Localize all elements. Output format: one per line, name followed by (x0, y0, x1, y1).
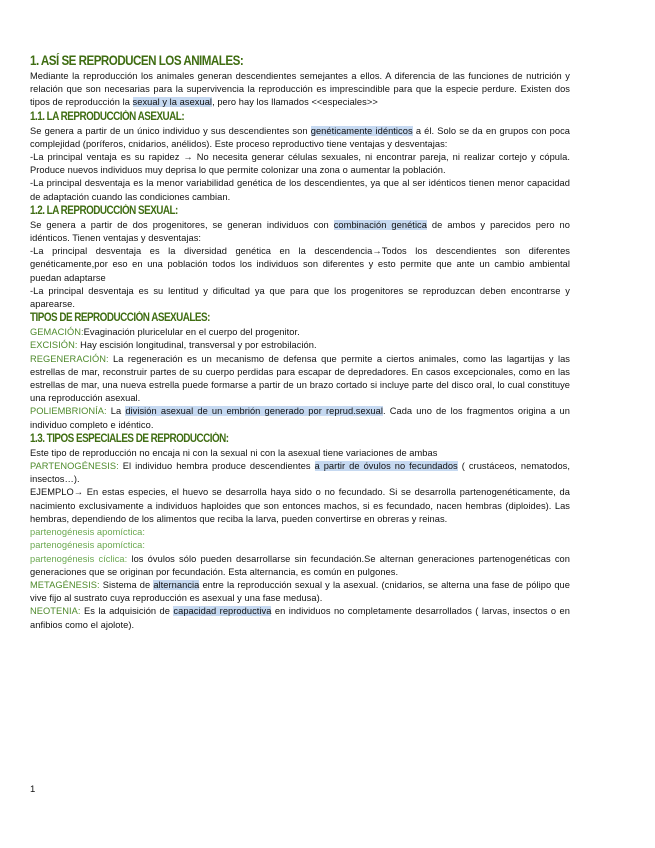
special-intro: Este tipo de reproducción no encaja ni con la sexual ni con la asexual tiene variaciones de ambas (30, 447, 438, 458)
page-number: 1 (30, 784, 36, 795)
heading-asexual: 1.1. LA REPRODUCCIÓN ASEXUAL: (30, 110, 185, 123)
term: NEOTENIA: (30, 606, 81, 617)
term: REGENERACIÓN: (30, 353, 109, 364)
sexual-paragraph: Se genera a partir de dos progenitores, se generan individuos con combinación genética de ambos y parecidos pero no idénticos. Tienen ventajas y desventajas: (30, 219, 570, 244)
ciclica-item: partenogénesis cíclica: los óvulos sólo pueden desarrollarse sin fecundación.Se alternan generaciones partenogenéticas con generaciones que se originan por fecundación. Esta alternancia, es común en pulgones. (30, 553, 570, 577)
heading-asexual-types: TIPOS DE REPRODUCCIÓN ASEXUALES: (30, 312, 210, 325)
highlight: división asexual de un embrión generado por reprud.sexual (125, 406, 383, 417)
partenogenesis-item: PARTENOGÉNESIS: El individuo hembra produce descendientes a partir de óvulos no fecundados ( crustáceos, nematodos, insectos…). (30, 461, 570, 485)
term: PARTENOGÉNESIS: (30, 461, 119, 472)
apomictica-heading-1: partenogénesis apomíctica: (30, 527, 145, 538)
highlight: capacidad reproductiva (173, 606, 272, 617)
sexual-disadvantage: -La principal desventaja es su lentitud y dificultad ya que para que los progenitores se reproduzcan deben encontrarse y aparearse. (30, 285, 570, 310)
section-title: 1. ASÍ SE REPRODUCEN LOS ANIMALES: (30, 53, 244, 68)
sexual-advantage: -La principal desventaja es la diversidad genética en la descendencia→Todos los descendientes son diferentes genéticamente,por eso en una población todos los individuos son diferentes y esto permite que ante un cambio ambiental puedan adaptarse (30, 246, 570, 283)
highlight: alternancia (153, 579, 200, 590)
highlight: a partir de óvulos no fecundados (314, 461, 458, 472)
intro-paragraph: Mediante la reproducción los animales generan descendientes semejantes a ellos. A diferencia de las funciones de nutrición y relación que son necesarias para la supervivencia la reproducción es imprescindible para que la especie perdure. Existen dos tipos de reproducción la sexual y la asexual, pero hay los llamados <<especiales>> (30, 71, 570, 108)
term: METAGÉNESIS: (30, 579, 100, 590)
neotenia-item: NEOTENIA: Es la adquisición de capacidad reproductiva en individuos no completamente desarrollados ( larvas, insectos o en anfibios como el ajolote). (30, 606, 570, 630)
term: GEMACIÓN: (30, 327, 84, 338)
gemacion-item: GEMACIÓN:Evaginación pluricelular en el cuerpo del progenitor. (30, 327, 300, 338)
regeneracion-item: REGENERACIÓN: La regeneración es un mecanismo de defensa que permite a ciertos animales, como las lagartijas y las estrellas de mar, reconstruir partes de su cuerpo perdidas para escapar de depredadores. En casos excepcionales, como en las estrellas de mar, una nueva estrella puede formarse a partir de un brazo cortado si incluye parte del disco oral, lo cual constituye una reproducción asexual. (30, 353, 570, 404)
asexual-paragraph: Se genera a partir de un único individuo y sus descendientes son genéticamente idénticos a él. Solo se da en grupos con poca complejidad (poríferos, cnidarios, anélidos). Este proceso reproductivo tiene ventajas y desventajas: (30, 125, 570, 149)
highlight: combinación genética (333, 219, 427, 230)
example-paragraph: EJEMPLO→ En estas especies, el huevo se desarrolla haya sido o no fecundado. Si se desarrolla partenogenéticamente, da nacimiento exclusivamente a individuos haploides que son entonces machos, si es fecundado, nacen hembras (diploides). Las hembras, dependiendo de los alimentos que reciba la larva, pueden convertirse en obreras y reinas. (30, 487, 570, 524)
asexual-disadvantage: -La principal desventaja es la menor variabilidad genética de los descendientes, ya que al ser idénticos tienen menor capacidad de adaptación cuando las condiciones cambian. (30, 178, 570, 202)
apomictica-heading-2: partenogénesis apomíctica: (30, 540, 145, 551)
term: partenogénesis cíclica: (30, 553, 128, 564)
highlight: genéticamente idénticos (310, 125, 413, 136)
metagenesis-item: METAGÉNESIS: Sistema de alternancia entre la reproducción sexual y la asexual. (cnidarios, se alterna una fase de pólipo que vive fijo al sustrato cuya reproducción es asexual y una fase medusa). (30, 579, 570, 604)
highlight: sexual y la asexual (132, 97, 213, 108)
poliembrionia-item: POLIEMBRIONÍA: La división asexual de un embrión generado por reprud.sexual. Cada uno de los fragmentos origina a un individuo completo e idéntico. (30, 406, 570, 430)
asexual-advantage: -La principal ventaja es su rapidez → No necesita generar células sexuales, ni encontrar pareja, ni realizar cortejo y cópula. Produce nuevos individuos muy deprisa lo que permite colonizar una zona o aumentar la población. (30, 152, 570, 176)
heading-special-types: 1.3. TIPOS ESPECIALES DE REPRODUCCIÓN: (30, 432, 229, 445)
excision-item: EXCISIÓN: Hay escisión longitudinal, transversal y por estrobilación. (30, 340, 317, 351)
document-page (30, 52, 570, 632)
term: POLIEMBRIONÍA: (30, 406, 107, 417)
term: EXCISIÓN: (30, 340, 78, 351)
heading-sexual: 1.2. LA REPRODUCCIÓN SEXUAL: (30, 204, 178, 217)
